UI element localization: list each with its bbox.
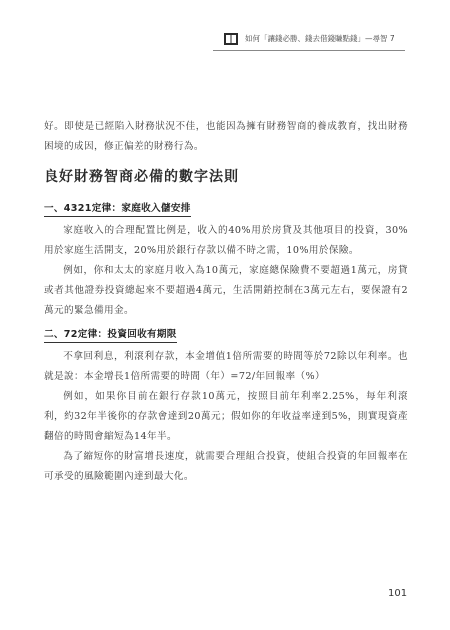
rule-1-label: 一、4321定律：家庭收入儲安排	[44, 202, 191, 217]
rule-1-paragraph-2: 例如，你和太太的家庭月收入為10萬元，家庭總保險費不要超過1萬元，房貸或者其他證券投資總起來不要超過4萬元，生活開銷控制在3萬元左右，要保證有2萬元的緊急備用金。	[44, 265, 408, 316]
section-heading: 良好財務智商必備的數字法則	[44, 169, 239, 185]
rule-2-paragraph-2: 例如，如果你目前在銀行存款10萬元，按照目前年利率2.25%，每年利滾利，約32年半後你的存款會達到20萬元；假如你的年收益率達到5%，則實現資產翻倍的時間會縮短為14年半。	[44, 391, 408, 442]
rule-2-paragraph-3: 為了縮短你的財富增長速度，就需要合理組合投資，使組合投資的年回報率在可承受的風險範圍內達到最大化。	[44, 451, 408, 482]
rule-2-paragraph-1: 不拿回利息，利滾利存款，本金增值1倍所需要的時間等於72除以年利率。也就是說：本金增長1倍所需要的時間（年）=72/年回報率（%）	[44, 351, 408, 382]
running-header-title: 如何「讓錢必勝、錢去借錢賺點錢」—尋智 7	[245, 34, 395, 43]
header-rule	[213, 50, 405, 51]
rule-2-heading	[44, 325, 408, 345]
book-icon	[223, 31, 239, 47]
running-header	[205, 31, 405, 53]
rule-1-heading	[44, 199, 408, 219]
page-number: 101	[388, 588, 408, 599]
rule-1-paragraph-1: 家庭收入的合理配置比例是，收入的40%用於房貸及其他項目的投資，30%用於家庭生活開支，20%用於銀行存款以備不時之需，10%用於保險。	[44, 225, 408, 256]
intro-paragraph: 好。即使是已經陷入財務狀況不佳，也能因為擁有財務智商的養成教育，找出財務困境的成因，修正偏差的財務行為。	[44, 121, 408, 152]
rule-2-label: 二、72定律：投資回收有期限	[44, 328, 177, 343]
page-body	[44, 117, 408, 487]
